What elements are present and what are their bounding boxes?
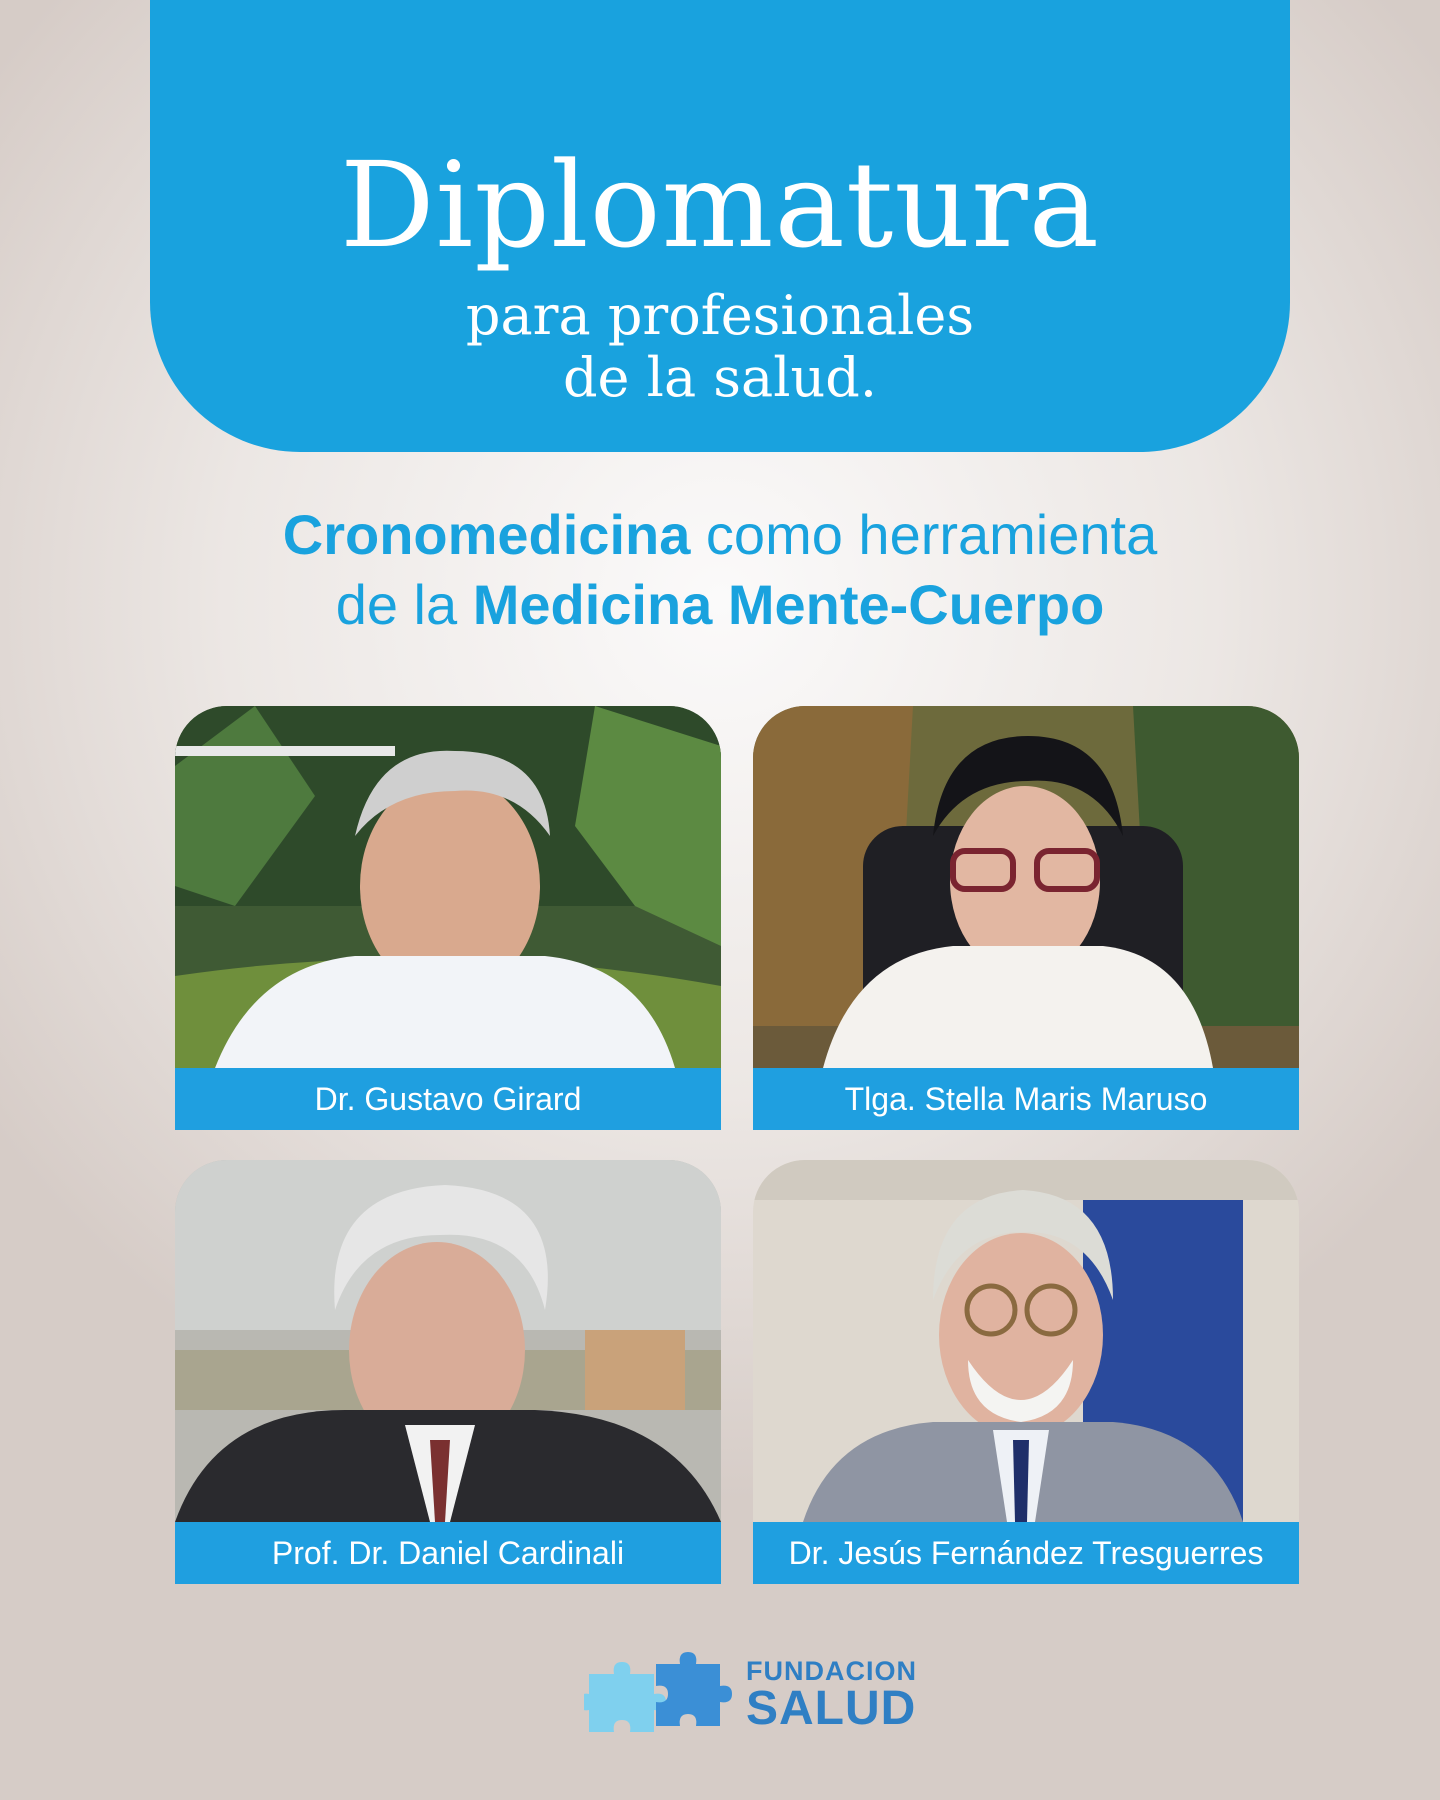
speaker-photo	[175, 706, 721, 1068]
headline-line-1	[0, 500, 1440, 570]
page-subtitle	[150, 285, 1290, 409]
logo-line-2: SALUD	[746, 1682, 917, 1735]
speaker-photo	[753, 706, 1299, 1068]
speaker-name: Dr. Gustavo Girard	[175, 1068, 721, 1130]
header-banner	[150, 0, 1290, 452]
speaker-card	[753, 706, 1299, 1130]
headline-line-2	[0, 570, 1440, 640]
speaker-card	[753, 1160, 1299, 1584]
headline-bold-2: Medicina Mente-Cuerpo	[472, 573, 1105, 636]
speaker-photo	[175, 1160, 721, 1522]
speaker-card	[175, 1160, 721, 1584]
speaker-photo	[753, 1160, 1299, 1522]
course-headline	[0, 500, 1440, 640]
headline-rest-1: como herramienta	[690, 503, 1158, 566]
headline-bold-1: Cronomedicina	[282, 503, 691, 566]
speaker-name: Tlga. Stella Maris Maruso	[753, 1068, 1299, 1130]
headline-start-2: de la	[335, 573, 473, 636]
logo-text	[746, 1656, 917, 1735]
speaker-name: Prof. Dr. Daniel Cardinali	[175, 1522, 721, 1584]
subtitle-line-2: de la salud.	[562, 346, 877, 409]
page-title: Diplomatura	[339, 136, 1101, 274]
logo-line-1: FUNDACION	[746, 1656, 917, 1686]
fundacion-salud-logo	[584, 1644, 917, 1744]
speaker-name: Dr. Jesús Fernández Tresguerres	[753, 1522, 1299, 1584]
speaker-card	[175, 706, 721, 1130]
puzzle-logo-icon	[584, 1644, 734, 1744]
subtitle-line-1: para profesionales	[465, 284, 975, 347]
